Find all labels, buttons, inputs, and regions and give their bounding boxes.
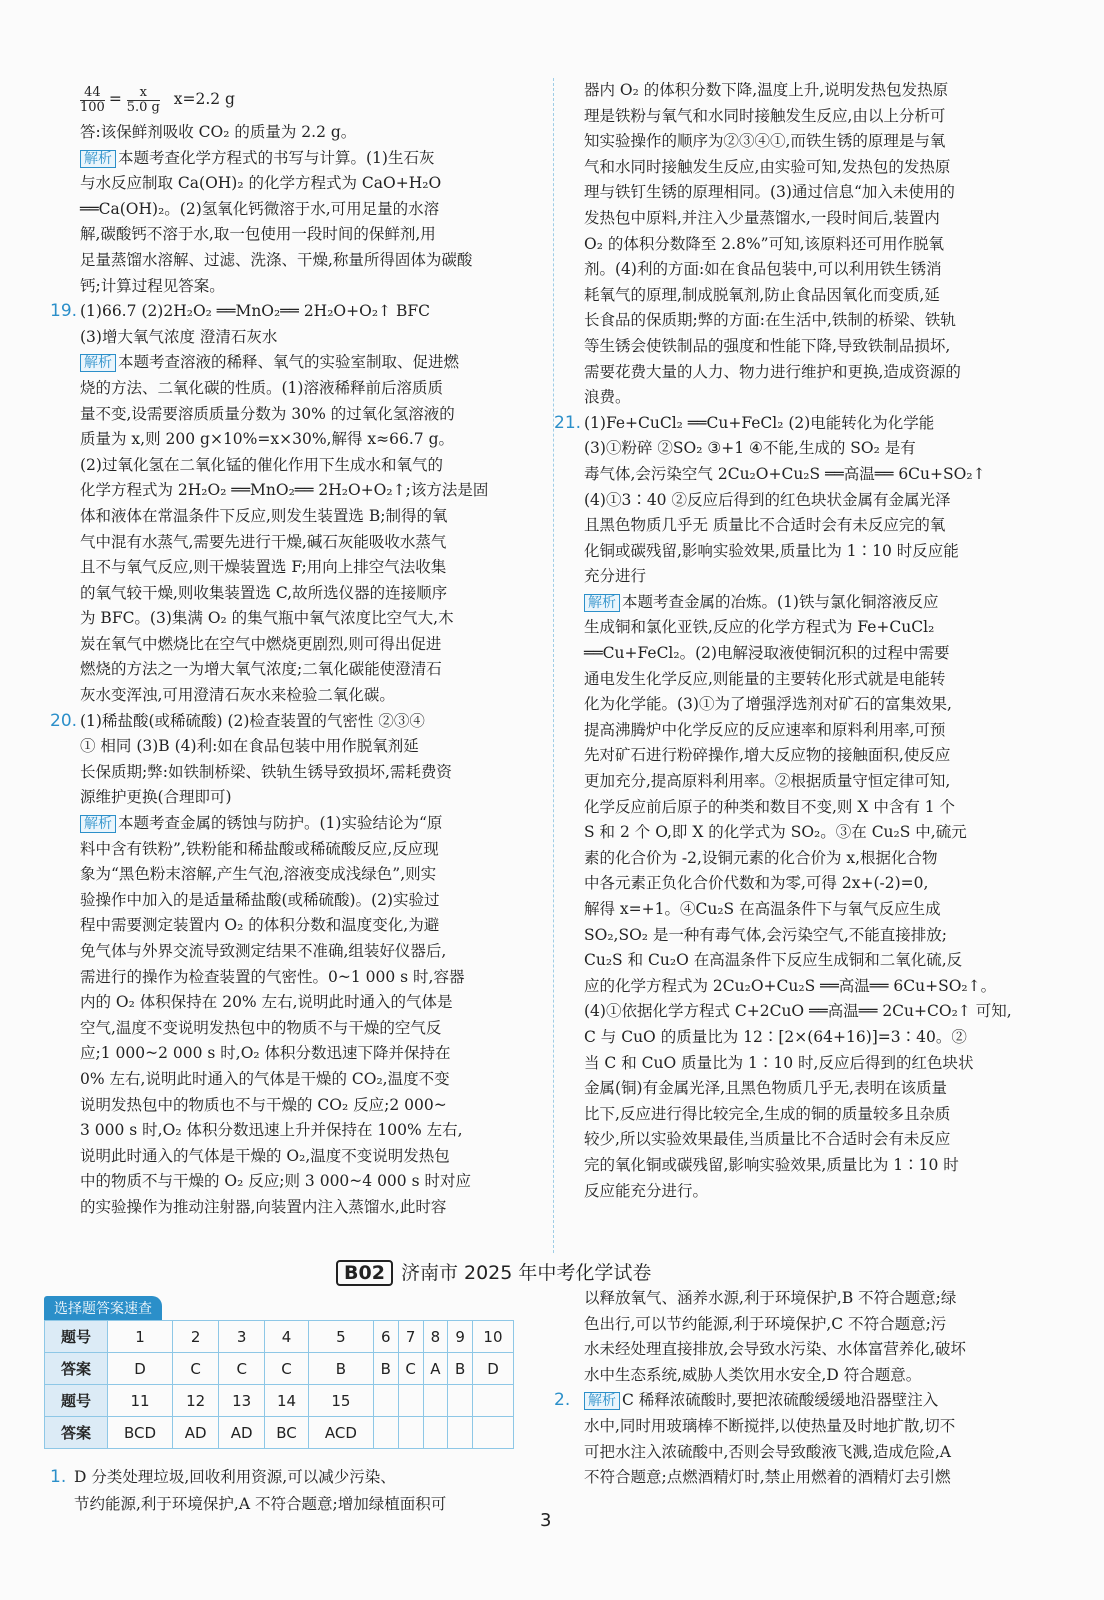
- table-cell: C: [265, 1353, 309, 1385]
- table-cell: AD: [173, 1417, 219, 1449]
- text-line: 当 C 和 CuO 质量比为 1∶10 时,反应后得到的红色块状: [584, 1053, 974, 1072]
- section-title: 济南市 2025 年中考化学试卷: [400, 1262, 652, 1284]
- text-line: 气中混有水蒸气,需要先进行干燥,碱石灰能吸收水蒸气: [80, 532, 447, 551]
- text-line: 知实验操作的顺序为②③④①,而铁生锈的原理是与氧: [584, 132, 946, 151]
- text-line: 炭在氧气中燃烧比在空气中燃烧更剧烈,则可得出促进: [80, 634, 442, 653]
- text-line: (4)①依据化学方程式 C+2CuO ══高温══ 2Cu+CO₂↑ 可知,: [584, 1002, 1012, 1021]
- text-line: 的氧气较干燥,则收集装置选 C,故所选仪器的连接顺序: [80, 583, 448, 602]
- text-line: [554, 411, 1034, 437]
- text-line: 剂。(4)利的方面:如在食品包装中,可以利用铁生锈消: [584, 260, 942, 279]
- question-number: 21.: [554, 412, 582, 433]
- row-header: 答案: [45, 1353, 108, 1385]
- table-cell: 3: [219, 1321, 265, 1353]
- text-line: [554, 1388, 1034, 1414]
- left-column: [50, 78, 524, 1221]
- question-number: 1.: [50, 1467, 67, 1487]
- fraction-2: [127, 86, 160, 115]
- text-line: 等生锈会使铁制品的强度和性能下降,导致铁制品损坏,: [584, 336, 951, 355]
- table-cell: B: [308, 1353, 373, 1385]
- text-line: 3 000 s 时,O₂ 体积分数迅速上升并保持在 100% 左右,: [80, 1121, 463, 1140]
- text-line: 应的化学方程式为 2Cu₂O+Cu₂S ══高温══ 6Cu+SO₂↑。: [584, 976, 997, 995]
- text-line: 为 BFC。(3)集满 O₂ 的集气瓶中氧气浓度比空气大,木: [80, 609, 454, 628]
- text-line: 化为化学能。(3)①为了增强浮选剂对矿石的富集效果,: [584, 695, 952, 714]
- right-column: [554, 78, 1034, 1204]
- text-line: ① 相同 (3)B (4)利:如在食品包装中用作脱氧剂延: [80, 737, 419, 756]
- answer-q1: [50, 1464, 524, 1518]
- quick-check-title: 选择题答案速查: [44, 1296, 162, 1320]
- text-line: 长保质期;弊:如铁制桥梁、铁轨生锈导致损坏,需耗费资: [80, 762, 452, 781]
- text-line: 化学反应前后原子的种类和数目不变,则 X 中含有 1 个: [584, 797, 956, 816]
- text-line: 需进行的操作为检查装置的气密性。0~1 000 s 时,容器: [80, 967, 465, 986]
- table-row: [45, 1353, 514, 1385]
- text-line: 充分进行: [584, 567, 647, 586]
- text-line: 水中,同时用玻璃棒不断搅拌,以使热量及时地扩散,切不: [584, 1416, 956, 1435]
- table-row: [45, 1385, 514, 1417]
- text-line: 通电发生化学反应,则能量的主要转化形式就是电能转: [584, 669, 946, 688]
- text-line: 源维护更换(合理即可): [80, 788, 232, 807]
- table-cell: 9: [448, 1321, 473, 1353]
- table-cell: [423, 1417, 448, 1449]
- text-line: 答:该保鲜剂吸收 CO₂ 的质量为 2.2 g。: [80, 123, 357, 141]
- text-line: [50, 1464, 524, 1491]
- analysis-tag: 解析: [80, 354, 116, 372]
- table-cell: [398, 1417, 423, 1449]
- analysis-tag: 解析: [80, 150, 116, 168]
- text-line: 提高沸腾炉中化学反应的反应速率和原料利用率,可预: [584, 720, 946, 739]
- table-cell: 2: [173, 1321, 219, 1353]
- text-line: 发热包中原料,并注入少量蒸馏水,一段时间后,装置内: [584, 208, 940, 227]
- text-line: 需要花费大量的人力、物力进行维护和更换,造成资源的: [584, 362, 961, 381]
- answer-table: [44, 1320, 514, 1449]
- table-cell: D: [108, 1353, 173, 1385]
- table-cell: [472, 1417, 513, 1449]
- table-cell: 10: [472, 1321, 513, 1353]
- table-cell: D: [472, 1353, 513, 1385]
- table-cell: C: [398, 1353, 423, 1385]
- text-line: 毒气体,会污染空气 2Cu₂O+Cu₂S ══高温══ 6Cu+SO₂↑: [584, 464, 986, 483]
- text-line: 水未经处理直接排放,会导致水污染、水体富营养化,破坏: [584, 1340, 966, 1359]
- text-line: 料中含有铁粉”,铁粉能和稀盐酸或稀硫酸反应,反应现: [80, 839, 439, 858]
- formula-result: x=2.2 g: [173, 90, 235, 108]
- text-line: 理是铁粉与氧气和水同时接触发生反应,由以上分析可: [584, 106, 946, 125]
- page-number: 3: [540, 1510, 552, 1531]
- text-line: 内的 O₂ 体积保持在 20% 左右,说明此时通入的气体是: [80, 993, 453, 1012]
- table-cell: [448, 1385, 473, 1417]
- table-cell: [423, 1385, 448, 1417]
- text-line: 先对矿石进行粉碎操作,增大反应物的接触面积,使反应: [584, 746, 951, 765]
- fraction-1: [80, 86, 105, 115]
- text-line: 免气体与外界交流导致测定结果不准确,组装好仪器后,: [80, 942, 447, 960]
- analysis-tag: 解析: [80, 815, 116, 833]
- text-line: 且黑色物质几乎无 质量比不合适时会有未反应完的氧: [584, 516, 946, 535]
- table-cell: C: [219, 1353, 265, 1385]
- text-line: 灰水变浑浊,可用澄清石灰水来检验二氧化碳。: [80, 686, 395, 705]
- text-line: 较少,所以实验效果最佳,当质量比不合适时会有未反应: [584, 1130, 951, 1149]
- text-line: (3)①粉碎 ②SO₂ ③+1 ④不能,生成的 SO₂ 是有: [584, 439, 916, 458]
- table-cell: BC: [265, 1417, 309, 1449]
- table-cell: C: [173, 1353, 219, 1385]
- text-line: C 与 CuO 的质量比为 12∶[2×(64+16)]=3∶40。②: [584, 1027, 967, 1046]
- text-line: 验操作中加入的是适量稀盐酸(或稀硫酸)。(2)实验过: [80, 890, 440, 909]
- table-cell: [373, 1417, 398, 1449]
- text-line: ══Ca(OH)₂。(2)氢氧化钙微溶于水,可用足量的水溶: [80, 199, 440, 218]
- text-line: 素的化合价为 -2,设铜元素的化合价为 x,根据化合物: [584, 848, 938, 867]
- text-span: C 稀释浓硫酸时,要把浓硫酸缓缓地沿器壁注入: [622, 1391, 939, 1410]
- text-line: 耗氧气的原理,制成脱氧剂,防止食品因氧化而变质,延: [584, 285, 940, 304]
- row-header: 答案: [45, 1417, 108, 1449]
- text-span: (1)66.7 (2)2H₂O₂ ══MnO₂══ 2H₂O+O₂↑ BFC: [80, 302, 430, 321]
- text-line: 中的物质不与干燥的 O₂ 反应;则 3 000~4 000 s 时对应: [80, 1172, 471, 1191]
- row-header: 题号: [45, 1385, 108, 1417]
- table-cell: 14: [265, 1385, 309, 1417]
- text-line: 0% 左右,说明此时通入的气体是干燥的 CO₂,温度不变: [80, 1069, 450, 1088]
- table-cell: B: [448, 1353, 473, 1385]
- table-cell: [373, 1385, 398, 1417]
- text-line: 足量蒸馏水溶解、过滤、洗涤、干燥,称量所得固体为碳酸: [80, 250, 473, 269]
- text-line: 的实验操作为推动注射器,向装置内注入蒸馏水,此时容: [80, 1197, 447, 1216]
- analysis-tag: 解析: [584, 594, 620, 612]
- question-number: 19.: [50, 301, 78, 322]
- text-line: 不符合题意;点燃酒精灯时,禁止用燃着的酒精灯去引燃: [584, 1468, 951, 1487]
- section-code: B02: [336, 1260, 393, 1286]
- text-line: 燃烧的方法之一为增大氧气浓度;二氧化碳能使澄清石: [80, 660, 442, 679]
- table-cell: 8: [423, 1321, 448, 1353]
- text-span: 本题考查化学方程式的书写与计算。(1)生石灰: [118, 148, 435, 167]
- text-line: 金属(铜)有金属光泽,且黑色物质几乎无,表明在该质量: [584, 1079, 947, 1098]
- text-line: 反应能充分进行。: [584, 1181, 709, 1200]
- text-line: 且不与氧气反应,则干燥装置选 F;用向上排空气法收集: [80, 558, 447, 577]
- table-cell: AD: [219, 1417, 265, 1449]
- text-span: (1)Fe+CuCl₂ ══Cu+FeCl₂ (2)电能转化为化学能: [584, 413, 935, 432]
- text-line: 浪费。: [584, 388, 631, 407]
- text-line: 钙;计算过程见答案。: [80, 276, 225, 295]
- text-line: (4)①3∶40 ②反应后得到的红色块状金属有金属光泽: [584, 490, 951, 509]
- table-cell: 11: [108, 1385, 173, 1417]
- table-cell: A: [423, 1353, 448, 1385]
- text-span: 本题考查溶液的稀释、氧气的实验室制取、促进燃: [118, 353, 460, 372]
- table-cell: [398, 1385, 423, 1417]
- text-line: 说明发热包中的物质也不与干燥的 CO₂ 反应;2 000~: [80, 1095, 447, 1114]
- text-line: 以释放氧气、涵养水源,利于环境保护,B 不符合题意;绿: [584, 1289, 957, 1307]
- analysis-tag: 解析: [584, 1392, 620, 1410]
- table-cell: [448, 1417, 473, 1449]
- text-line: 程中需要测定装置内 O₂ 的体积分数和温度变化,为避: [80, 916, 440, 935]
- question-number: 20.: [50, 710, 78, 731]
- table-row: [45, 1321, 514, 1353]
- text-line: [584, 590, 1034, 616]
- text-line: 节约能源,利于环境保护,A 不符合题意;增加绿植面积可: [74, 1495, 447, 1513]
- text-line: 与水反应制取 Ca(OH)₂ 的化学方程式为 CaO+H₂O: [80, 174, 442, 193]
- text-line: 象为“黑色粉末溶解,产生气泡,溶液变成浅绿色”,则实: [80, 865, 437, 884]
- table-row: [45, 1417, 514, 1449]
- text-line: 体和液体在常温条件下反应,则发生装置选 B;制得的氧: [80, 506, 448, 525]
- text-line: 气和水同时接触发生反应,由实验可知,发热包的发热原: [584, 157, 951, 176]
- text-line: [50, 299, 524, 325]
- text-line: (2)过氧化氢在二氧化锰的催化作用下生成水和氧气的: [80, 455, 443, 474]
- text-line: 可把水注入浓硫酸中,否则会导致酸液飞溅,造成危险,A: [584, 1442, 951, 1461]
- text-line: 水中生态系统,威胁人类饮用水安全,D 符合题意。: [584, 1365, 922, 1384]
- text-line: 理与铁钉生锈的原理相同。(3)通过信息“加入未使用的: [584, 183, 955, 202]
- table-cell: 4: [265, 1321, 309, 1353]
- table-cell: 7: [398, 1321, 423, 1353]
- text-span: (1)稀盐酸(或稀硫酸) (2)检查装置的气密性 ②③④: [80, 711, 425, 730]
- text-line: [80, 146, 524, 172]
- text-span: 本题考查金属的冶炼。(1)铁与氯化铜溶液反应: [622, 592, 939, 611]
- table-cell: 12: [173, 1385, 219, 1417]
- text-line: Cu₂S 和 Cu₂O 在高温条件下反应生成铜和二氧化硫,反: [584, 951, 963, 970]
- fraction-numerator: 44: [80, 86, 105, 101]
- text-line: 化学方程式为 2H₂O₂ ══MnO₂══ 2H₂O+O₂↑;该方法是固: [80, 481, 489, 500]
- fraction-denominator: 100: [80, 99, 105, 115]
- text-line: 化铜或碳残留,影响实验效果,质量比为 1∶10 时反应能: [584, 541, 959, 560]
- text-line: [80, 350, 524, 376]
- text-line: 质量为 x,则 200 g×10%=x×30%,解得 x≈66.7 g。: [80, 430, 455, 449]
- table-cell: 13: [219, 1385, 265, 1417]
- text-line: SO₂,SO₂ 是一种有毒气体,会污染空气,不能直接排放;: [584, 925, 948, 944]
- text-line: 更加充分,提高原料利用率。②根据质量守恒定律可知,: [584, 772, 951, 791]
- table-cell: 5: [308, 1321, 373, 1353]
- formula-line: $\frac{44}{100}$ = $\frac{x}{5.0 g}$ x=2.2 g: [80, 84, 235, 115]
- text-line: (3)增大氧气浓度 澄清石灰水: [80, 327, 278, 346]
- table-cell: BCD: [108, 1417, 173, 1449]
- column-divider: [553, 78, 554, 1253]
- text-line: 应;1 000~2 000 s 时,O₂ 体积分数迅速下降并保持在: [80, 1044, 451, 1063]
- text-line: 中各元素正负化合价代数和为零,可得 2x+(-2)=0,: [584, 874, 929, 893]
- section-header: [336, 1258, 766, 1288]
- text-line: S 和 2 个 O,即 X 的化学式为 SO₂。③在 Cu₂S 中,硫元: [584, 823, 967, 842]
- text-line: ══Cu+FeCl₂。(2)电解浸取液使铜沉积的过程中需要: [584, 644, 950, 663]
- text-line: 生成铜和氯化亚铁,反应的化学方程式为 Fe+CuCl₂: [584, 618, 935, 637]
- answer-q1-q2-continued: [554, 1286, 1034, 1491]
- text-line: 器内 O₂ 的体积分数下降,温度上升,说明发热包发热原: [584, 81, 949, 99]
- text-line: 烧的方法、二氧化碳的性质。(1)溶液稀释前后溶质质: [80, 378, 443, 397]
- text-line: 长食品的保质期;弊的方面:在生活中,铁制的桥梁、铁轨: [584, 311, 956, 330]
- text-line: 说明此时通入的气体是干燥的 O₂,温度不变说明发热包: [80, 1146, 450, 1165]
- table-cell: ACD: [308, 1417, 373, 1449]
- text-line: 比下,反应进行得比较完全,生成的铜的质量较多且杂质: [584, 1104, 951, 1123]
- table-cell: 1: [108, 1321, 173, 1353]
- text-span: D 分类处理垃圾,回收利用资源,可以减少污染、: [74, 1468, 396, 1486]
- question-number: 2.: [554, 1390, 571, 1411]
- table-cell: 15: [308, 1385, 373, 1417]
- table-cell: [472, 1385, 513, 1417]
- text-span: 本题考查金属的锈蚀与防护。(1)实验结论为“原: [118, 814, 443, 833]
- text-line: O₂ 的体积分数降至 2.8%”可知,该原料还可用作脱氧: [584, 234, 945, 253]
- text-line: 色出行,可以节约能源,利于环境保护,C 不符合题意;污: [584, 1314, 947, 1333]
- text-line: 量不变,设需要溶质质量分数为 30% 的过氧化氢溶液的: [80, 404, 455, 423]
- text-line: [80, 811, 524, 837]
- text-line: [50, 709, 524, 735]
- text-line: 解得 x=+1。④Cu₂S 在高温条件下与氧气反应生成: [584, 900, 941, 918]
- fraction-denominator: 5.0 g: [126, 99, 160, 115]
- row-header: 题号: [45, 1321, 108, 1353]
- fraction-numerator: x: [127, 86, 160, 101]
- text-line: 空气,温度不变说明发热包中的物质不与干燥的空气反: [80, 1018, 442, 1037]
- answer-quick-check: [44, 1296, 514, 1449]
- table-cell: B: [373, 1353, 398, 1385]
- table-cell: 6: [373, 1321, 398, 1353]
- text-line: 解,碳酸钙不溶于水,取一包使用一段时间的保鲜剂,用: [80, 225, 436, 244]
- text-line: 完的氧化铜或碳残留,影响实验效果,质量比为 1∶10 时: [584, 1155, 959, 1174]
